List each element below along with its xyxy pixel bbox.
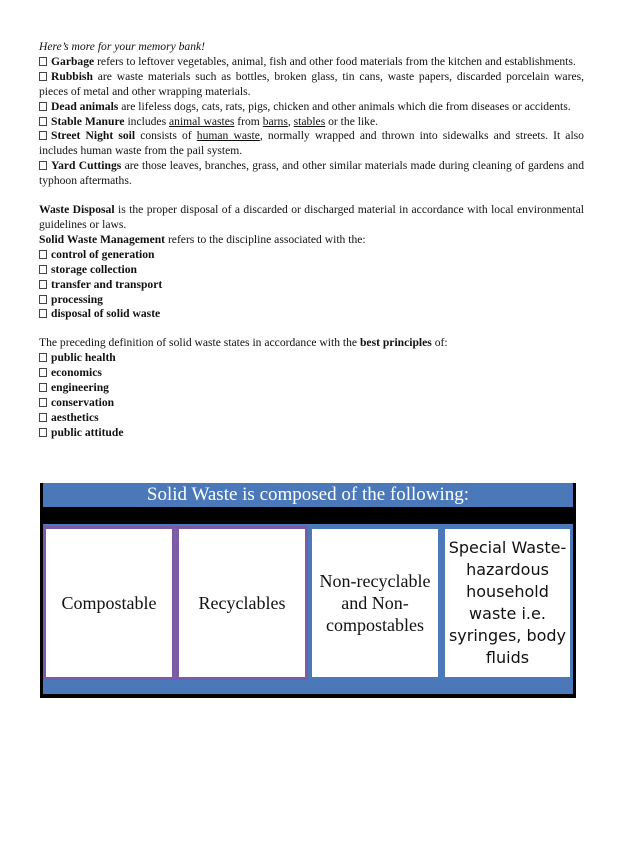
list-item <box>39 366 584 381</box>
list-item-text: control of generation <box>51 247 155 261</box>
term: Waste Disposal <box>39 203 115 217</box>
list-item <box>39 263 584 278</box>
definition-text: , normally wrapped and thrown into sidewalks and streets. It also includes human waste from the pail system. <box>39 129 584 158</box>
principles-bold: best principles <box>359 336 432 350</box>
term: Yard Cuttings <box>51 159 122 173</box>
list-item <box>39 293 584 308</box>
definition-stable-manure <box>39 115 584 130</box>
list-item-text: public attitude <box>51 425 124 439</box>
definition-garbage <box>39 55 584 70</box>
bullet-box-icon <box>39 398 47 407</box>
term: Garbage <box>51 54 95 68</box>
term: Stable Manure <box>51 114 125 128</box>
bullet-box-icon <box>39 131 47 140</box>
management-list <box>39 248 584 323</box>
list-item-text: transfer and transport <box>51 277 163 291</box>
definition-text: from <box>237 114 260 128</box>
list-item-text: public health <box>51 351 116 365</box>
list-item-text: disposal of solid waste <box>51 307 161 321</box>
cell-non-recyclable: Non-recyclable and Non-compostables <box>309 526 441 680</box>
definition-text: are lifeless dogs, cats, rats, pigs, chicken and other animals which die from diseases or accidents. <box>121 99 571 113</box>
bullet-box-icon <box>39 428 47 437</box>
waste-disposal-definition <box>39 203 584 233</box>
solid-waste-graphic <box>40 483 576 698</box>
cell-compostable: Compostable <box>43 526 175 680</box>
link-animal-wastes[interactable]: animal wastes <box>169 114 235 128</box>
bullet-box-icon <box>39 102 47 111</box>
principles-text: of: <box>434 336 448 350</box>
list-item <box>39 351 584 366</box>
bullet-box-icon <box>39 295 47 304</box>
term: Dead animals <box>51 99 119 113</box>
list-item <box>39 248 584 263</box>
bullet-box-icon <box>39 280 47 289</box>
definition-text: includes <box>127 114 167 128</box>
link-human-waste[interactable]: human waste <box>196 129 260 143</box>
list-item-text: aesthetics <box>51 410 99 424</box>
bullet-box-icon <box>39 250 47 259</box>
term: Rubbish <box>51 69 93 83</box>
definition-text: , <box>287 114 291 128</box>
definition-text: are those leaves, branches, grass, and other similar materials made during cleaning of gardens and typhoon aftermaths. <box>39 159 585 188</box>
definition-text: refers to leftover vegetables, animal, fish and other food materials from the kitchen and establishments. <box>97 54 576 68</box>
principles-list <box>39 351 584 440</box>
list-item-text: conservation <box>51 395 115 409</box>
list-item-text: processing <box>51 292 103 306</box>
term: Street Night soil <box>51 129 136 143</box>
definition-text: consists of <box>140 129 192 143</box>
bullet-box-icon <box>39 353 47 362</box>
list-item <box>39 411 584 426</box>
definition-text: or the like. <box>328 114 379 128</box>
bullet-box-icon <box>39 72 47 81</box>
link-barns[interactable]: barns <box>262 114 288 128</box>
list-item-text: economics <box>51 366 102 380</box>
term: Solid Waste Management <box>39 232 166 246</box>
bullet-box-icon <box>39 413 47 422</box>
cell-special-waste: Special Waste- hazardous household waste i.e. syringes, body fluids <box>442 526 573 680</box>
definition-street-night-soil <box>39 129 584 159</box>
list-item-text: storage collection <box>51 262 137 276</box>
definition-text: refers to the discipline associated with the: <box>167 232 366 246</box>
definition-dead-animals <box>39 100 584 115</box>
list-item <box>39 307 584 322</box>
bullet-box-icon <box>39 161 47 170</box>
definition-rubbish <box>39 70 584 100</box>
bullet-box-icon <box>39 117 47 126</box>
bullet-box-icon <box>39 368 47 377</box>
list-item <box>39 396 584 411</box>
document-text <box>39 40 584 441</box>
definition-yard-cuttings <box>39 159 584 189</box>
principles-text: The preceding definition of solid waste states in accordance with the <box>39 336 358 350</box>
intro-line: Here’s more for your memory bank! <box>39 40 206 53</box>
bullet-box-icon <box>39 265 47 274</box>
definition-text: are waste materials such as bottles, broken glass, tin cans, waste papers, discarded porcelain wares, pieces of metal and other wrapping materials. <box>39 69 584 98</box>
graphic-title: Solid Waste is composed of the following: <box>43 483 573 507</box>
list-item <box>39 426 584 441</box>
graphic-body <box>43 524 573 694</box>
link-stables[interactable]: stables <box>293 114 326 128</box>
list-item-text: engineering <box>51 381 109 395</box>
bullet-box-icon <box>39 309 47 318</box>
cell-recyclables: Recyclables <box>176 526 308 680</box>
solid-waste-management-definition <box>39 233 584 248</box>
bullet-box-icon <box>39 57 47 66</box>
bullet-box-icon <box>39 383 47 392</box>
list-item <box>39 381 584 396</box>
list-item <box>39 278 584 293</box>
definition-text: is the proper disposal of a discarded or discharged material in accordance with local environmental guidelines or laws. <box>39 203 584 231</box>
principles-intro <box>39 336 584 351</box>
